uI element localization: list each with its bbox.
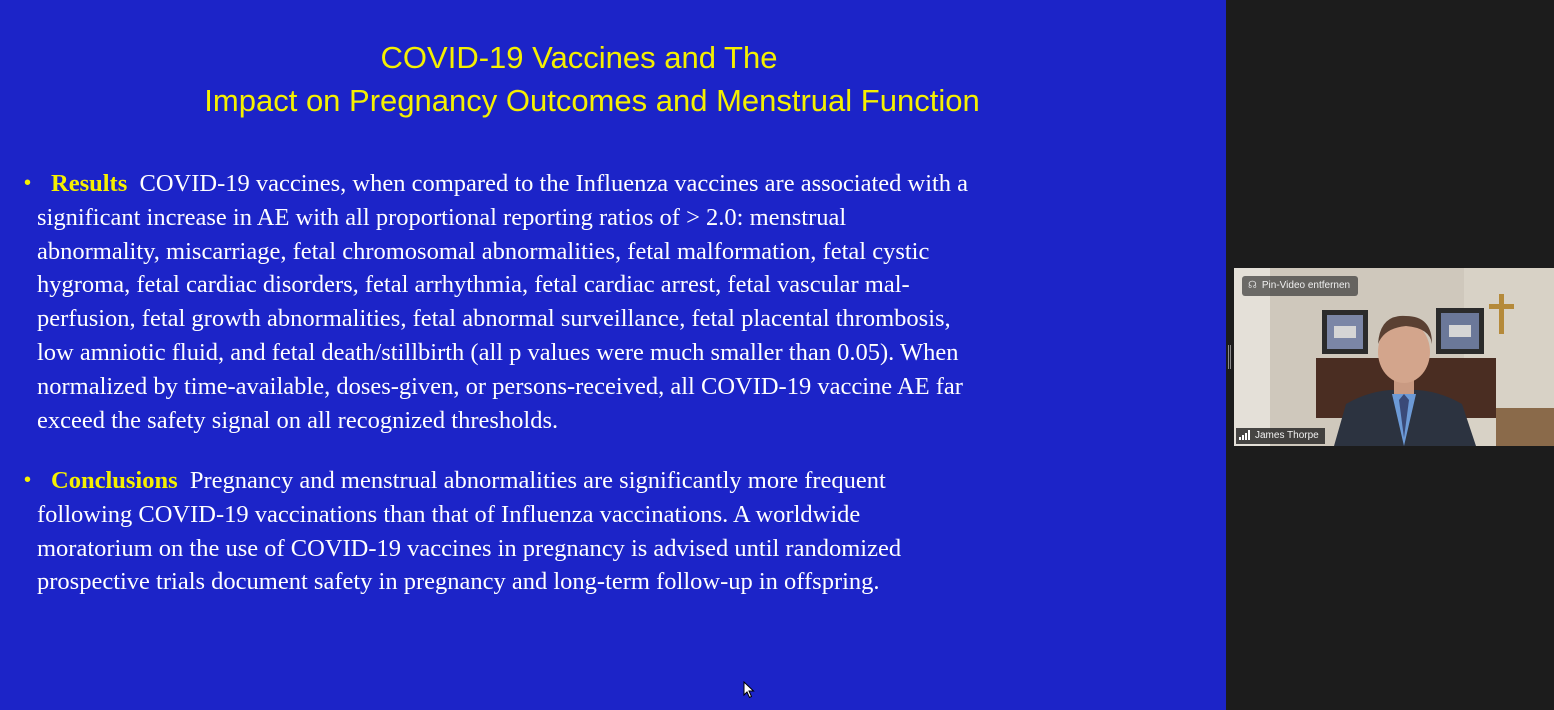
pin-icon: ☊ <box>1248 280 1257 291</box>
results-text-line-8: exceed the safety signal on all recognized thresholds. <box>37 406 559 434</box>
conclusions-bullet <box>26 464 1137 599</box>
conclusions-text-line-4: prospective trials document safety in pregnancy and long-term follow-up in offspring. <box>37 568 880 596</box>
results-text-line-7: normalized by time-available, doses-given, or persons-received, all COVID-19 vaccine AE far <box>37 372 963 400</box>
results-text-line-2: significant increase in AE with all proportional reporting ratios of > 2.0: menstrual <box>37 203 847 231</box>
results-line-1 <box>37 167 1197 201</box>
bullet-dot: • <box>24 172 32 194</box>
signal-strength-icon <box>1239 430 1251 440</box>
mouse-pointer-icon <box>743 681 755 699</box>
results-heading: Results <box>51 170 128 197</box>
results-text-line-4: hygroma, fetal cardiac disorders, fetal arrhythmia, fetal cardiac arrest, fetal vascular mal- <box>37 271 910 299</box>
conclusions-line-1 <box>37 464 1137 498</box>
conclusions-text-line-2: following COVID-19 vaccinations than that of Influenza vaccinations. A worldwide <box>37 500 861 528</box>
unpin-video-button[interactable] <box>1242 276 1358 296</box>
results-text-line-3: abnormality, miscarriage, fetal chromosomal abnormalities, fetal malformation, fetal cystic <box>37 237 930 265</box>
slide-title-line-2: Impact on Pregnancy Outcomes and Menstrual Function <box>204 83 980 118</box>
conclusions-text-line-3: moratorium on the use of COVID-19 vaccines in pregnancy is advised until randomized <box>37 534 902 562</box>
conclusions-heading: Conclusions <box>51 467 178 494</box>
slide-title <box>0 36 1226 122</box>
panel-resize-handle[interactable] <box>1228 345 1231 369</box>
participant-video-tile[interactable] <box>1234 268 1554 446</box>
participant-name-badge <box>1236 428 1325 444</box>
unpin-video-label: Pin-Video entfernen <box>1261 280 1351 291</box>
participant-name: James Thorpe <box>1255 430 1319 441</box>
results-text-line-5: perfusion, fetal growth abnormalities, fetal abnormal surveillance, fetal placental thrombosis, <box>37 305 951 333</box>
slide-title-line-1: COVID-19 Vaccines and The <box>380 40 778 75</box>
results-text-line-1: COVID-19 vaccines, when compared to the Influenza vaccines are associated with a <box>139 170 969 197</box>
bullet-dot: • <box>24 469 32 491</box>
results-bullet <box>26 167 1197 437</box>
results-text-line-6: low amniotic fluid, and fetal death/stillbirth (all p values were much smaller than 0.05). When <box>37 338 959 366</box>
conclusions-text-line-1: Pregnancy and menstrual abnormalities are significantly more frequent <box>189 467 886 494</box>
